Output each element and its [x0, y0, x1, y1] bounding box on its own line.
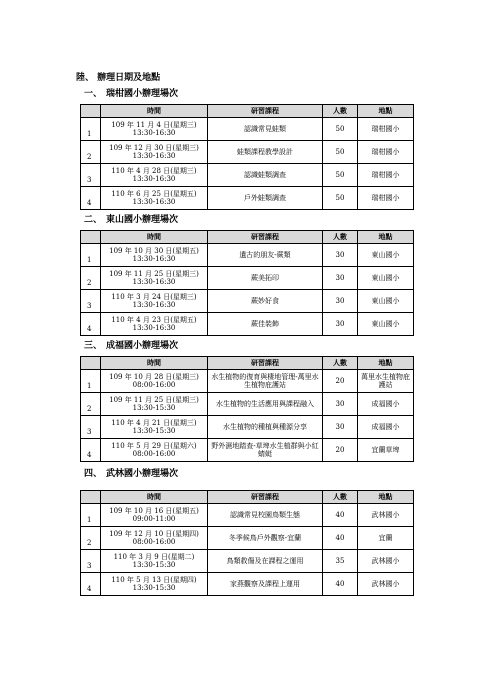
row-course: 認識常見校園鳥類生態: [208, 504, 323, 527]
row-index: 4: [81, 439, 101, 462]
row-count: 30: [323, 393, 358, 416]
subsection-label: 成福國小辦理場次: [106, 341, 179, 351]
row-hours: 13:30-15:30: [132, 427, 176, 435]
header-course: 研習課程: [208, 231, 323, 244]
table-row: [81, 416, 414, 439]
row-hours: 13:30-16:30: [132, 301, 176, 309]
header-course: 研習課程: [208, 357, 323, 370]
table-header-row: [81, 491, 414, 504]
section-heading: 陸、 辦理日期及地點: [76, 73, 161, 83]
header-course: 研習課程: [208, 491, 323, 504]
row-index: 3: [81, 416, 101, 439]
subsection-title-wulin: [84, 466, 178, 479]
row-place: 萬里水生植物庇護站: [358, 370, 414, 393]
header-count: 人數: [323, 357, 358, 370]
table-row: [81, 527, 414, 550]
row-index: 2: [81, 527, 101, 550]
row-index: 2: [81, 393, 101, 416]
row-hours: 13:30-16:30: [132, 324, 176, 332]
row-index: 4: [81, 313, 101, 336]
row-date: 109 年 10 月 30 日(星期五): [109, 246, 199, 255]
header-time: 時間: [101, 491, 208, 504]
header-place: 地點: [358, 357, 414, 370]
row-hours: 13:30-16:30: [132, 175, 176, 183]
row-place: 成福國小: [358, 416, 414, 439]
row-count: 50: [323, 187, 358, 210]
row-hours: 08:00-16:00: [132, 538, 176, 546]
row-course: 蕨佳裝飾: [208, 313, 323, 336]
row-hours: 13:30-16:30: [132, 152, 176, 160]
row-course: 蕨美拓印: [208, 267, 323, 290]
row-count: 20: [323, 439, 358, 462]
row-hours: 08:00-16:00: [132, 450, 176, 458]
table-row: [81, 313, 414, 336]
row-place: 宜蘭: [358, 527, 414, 550]
row-hours: 13:30-15:30: [132, 561, 176, 569]
row-count: 50: [323, 141, 358, 164]
row-date: 110 年 5 月 13 日(星期四): [111, 575, 197, 584]
row-count: 30: [323, 416, 358, 439]
row-count: 30: [323, 244, 358, 267]
schedule-table-chengfu: [80, 356, 414, 462]
schedule-table-dongshan: [80, 230, 414, 336]
row-hours: 13:30-15:30: [132, 584, 176, 592]
row-date: 109 年 12 月 10 日(星期四): [109, 529, 199, 538]
row-date: 110 年 4 月 23 日(星期五): [111, 315, 197, 324]
row-place: 東山國小: [358, 244, 414, 267]
row-time: [101, 439, 208, 462]
row-index: 3: [81, 164, 101, 187]
table-row: [81, 439, 414, 462]
row-place: 瑞柑國小: [358, 118, 414, 141]
row-time: [101, 290, 208, 313]
row-date: 110 年 6 月 25 日(星期五): [111, 189, 197, 198]
subsection-title-ruigan: [84, 86, 178, 99]
row-time: [101, 187, 208, 210]
row-count: 30: [323, 290, 358, 313]
table-row: [81, 187, 414, 210]
row-course: 冬季候鳥戶外觀察-宜蘭: [208, 527, 323, 550]
row-course: 水生植物的種植與種源分享: [208, 416, 323, 439]
table-row: [81, 244, 414, 267]
row-index: 3: [81, 550, 101, 573]
row-index: 1: [81, 370, 101, 393]
row-hours: 13:30-15:30: [132, 404, 176, 412]
row-date: 110 年 4 月 28 日(星期三): [111, 166, 197, 175]
row-count: 40: [323, 527, 358, 550]
table-row: [81, 550, 414, 573]
row-count: 35: [323, 550, 358, 573]
row-hours: 13:30-16:30: [132, 255, 176, 263]
row-count: 50: [323, 164, 358, 187]
row-time: [101, 527, 208, 550]
row-hours: 13:30-16:30: [132, 278, 176, 286]
header-place: 地點: [358, 491, 414, 504]
row-index: 1: [81, 504, 101, 527]
row-time: [101, 267, 208, 290]
row-index: 4: [81, 573, 101, 596]
row-place: 成福國小: [358, 393, 414, 416]
row-count: 30: [323, 313, 358, 336]
row-place: 瑞柑國小: [358, 164, 414, 187]
row-time: [101, 416, 208, 439]
table-row: [81, 164, 414, 187]
table-row: [81, 118, 414, 141]
row-place: 東山國小: [358, 290, 414, 313]
subsection-label: 武林國小辦理場次: [106, 469, 179, 479]
row-time: [101, 118, 208, 141]
row-place: 瑞柑國小: [358, 141, 414, 164]
subsection-label: 東山國小辦理場次: [106, 215, 179, 225]
row-course: 蕨妙好食: [208, 290, 323, 313]
schedule-table-ruigan: [80, 104, 414, 210]
row-date: 109 年 12 月 30 日(星期三): [109, 143, 199, 152]
header-time: 時間: [101, 357, 208, 370]
row-hours: 08:00-16:00: [132, 381, 176, 389]
row-time: [101, 370, 208, 393]
row-time: [101, 504, 208, 527]
row-place: 宜蘭草埤: [358, 439, 414, 462]
schedule-table-wulin: [80, 490, 414, 596]
row-time: [101, 141, 208, 164]
row-date: 110 年 5 月 29 日(星期六): [111, 441, 197, 450]
row-time: [101, 573, 208, 596]
row-hours: 13:30-16:30: [132, 198, 176, 206]
row-course: 戶外蛙類調查: [208, 187, 323, 210]
subsection-number: 二、: [84, 215, 103, 225]
subsection-label: 瑞柑國小辦理場次: [106, 89, 179, 99]
row-time: [101, 164, 208, 187]
row-course: 遺古的朋友-蕨類: [208, 244, 323, 267]
row-time: [101, 313, 208, 336]
row-date: 109 年 10 月 16 日(星期五): [109, 506, 199, 515]
header-place: 地點: [358, 231, 414, 244]
header-time: 時間: [101, 105, 208, 118]
header-count: 人數: [323, 491, 358, 504]
subsection-number: 三、: [84, 341, 103, 351]
subsection-title-chengfu: [84, 338, 178, 351]
row-place: 武林國小: [358, 504, 414, 527]
row-date: 109 年 10 月 28 日(星期三): [109, 372, 199, 381]
row-index: 2: [81, 141, 101, 164]
table-row: [81, 573, 414, 596]
row-hours: 09:00-11:00: [132, 515, 176, 523]
row-place: 東山國小: [358, 313, 414, 336]
row-date: 110 年 3 月 24 日(星期三): [111, 292, 197, 301]
row-index: 4: [81, 187, 101, 210]
row-index: 2: [81, 267, 101, 290]
row-time: [101, 393, 208, 416]
table-header-row: [81, 231, 414, 244]
row-hours: 13:30-16:30: [132, 129, 176, 137]
row-count: 40: [323, 504, 358, 527]
row-course: 野外濕地踏查-草埤水生植群與小紅蜻蜓: [208, 439, 323, 462]
header-time: 時間: [101, 231, 208, 244]
row-course: 蛙類課程教學設計: [208, 141, 323, 164]
row-count: 50: [323, 118, 358, 141]
subsection-number: 四、: [84, 469, 103, 479]
row-course: 認識常見蛙類: [208, 118, 323, 141]
row-course: 認識蛙類調查: [208, 164, 323, 187]
header-index: [81, 231, 101, 244]
table-header-row: [81, 357, 414, 370]
header-place: 地點: [358, 105, 414, 118]
row-index: 1: [81, 118, 101, 141]
row-place: 武林國小: [358, 550, 414, 573]
table-row: [81, 290, 414, 313]
row-time: [101, 244, 208, 267]
subsection-title-dongshan: [84, 212, 178, 225]
row-date: 109 年 11 月 25 日(星期三): [109, 269, 199, 278]
table-row: [81, 393, 414, 416]
header-count: 人數: [323, 231, 358, 244]
row-place: 東山國小: [358, 267, 414, 290]
header-index: [81, 491, 101, 504]
table-row: [81, 267, 414, 290]
table-row: [81, 141, 414, 164]
header-count: 人數: [323, 105, 358, 118]
table-row: [81, 370, 414, 393]
row-place: 武林國小: [358, 573, 414, 596]
row-index: 1: [81, 244, 101, 267]
row-time: [101, 550, 208, 573]
row-course: 水生植物的復育與棲地管理-萬里水生植物庇護站: [208, 370, 323, 393]
table-header-row: [81, 105, 414, 118]
header-course: 研習課程: [208, 105, 323, 118]
row-course: 鳥類救傷及在課程之運用: [208, 550, 323, 573]
row-count: 30: [323, 267, 358, 290]
row-date: 110 年 3 月 9 日(星期二): [113, 552, 195, 561]
header-index: [81, 105, 101, 118]
row-date: 109 年 11 月 4 日(星期三): [111, 120, 197, 129]
table-row: [81, 504, 414, 527]
row-course: 家燕觀察及課程上運用: [208, 573, 323, 596]
row-date: 110 年 4 月 21 日(星期三): [111, 418, 197, 427]
row-index: 3: [81, 290, 101, 313]
subsection-number: 一、: [84, 89, 103, 99]
row-place: 瑞柑國小: [358, 187, 414, 210]
row-count: 40: [323, 573, 358, 596]
header-index: [81, 357, 101, 370]
row-course: 水生植物的生活應用與課程融入: [208, 393, 323, 416]
row-date: 109 年 11 月 25 日(星期三): [109, 395, 199, 404]
row-count: 20: [323, 370, 358, 393]
